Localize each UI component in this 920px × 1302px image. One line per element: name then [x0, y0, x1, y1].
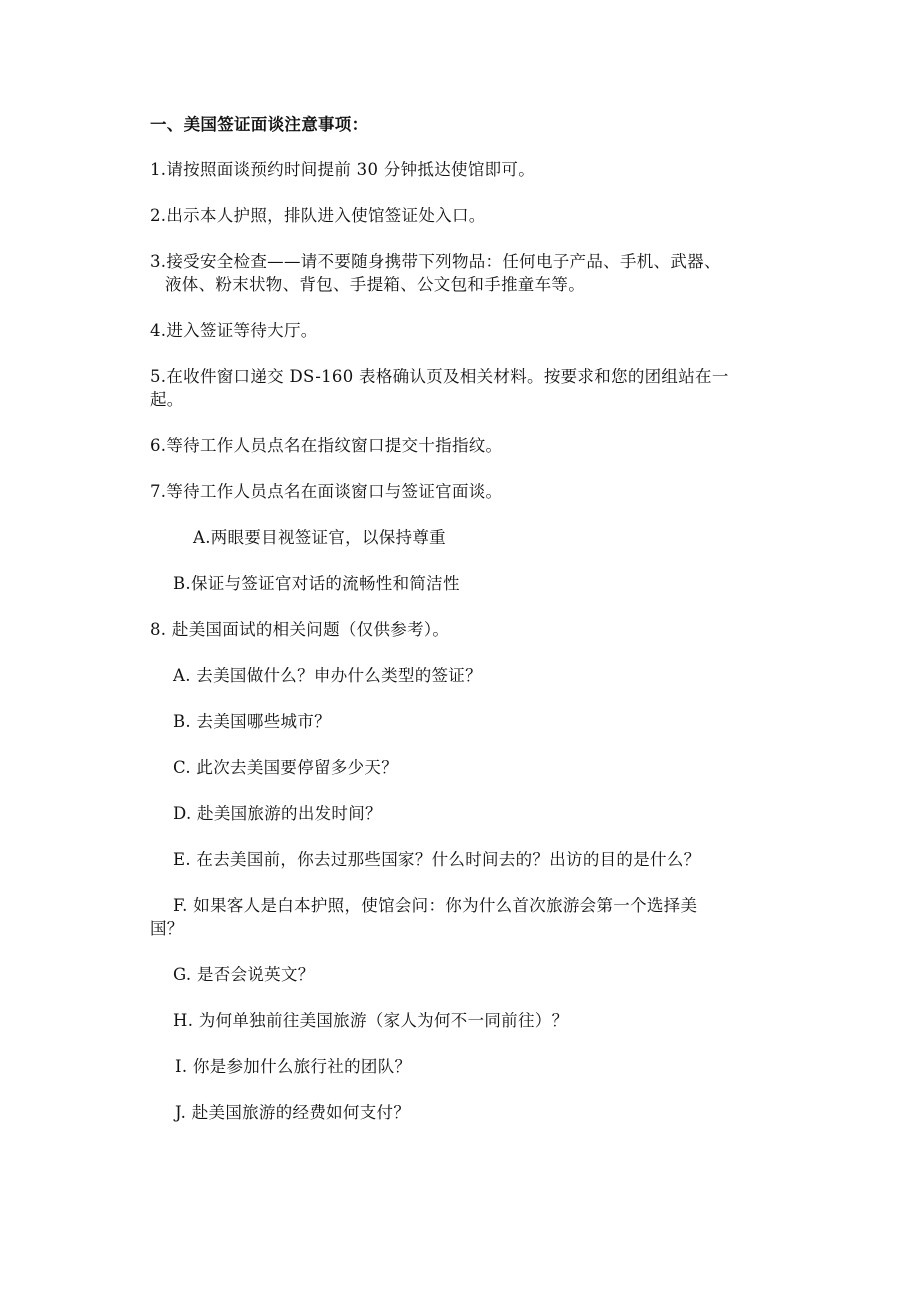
- question-b: B. 去美国哪些城市？: [173, 712, 331, 731]
- question-a: A. 去美国做什么？申办什么类型的签证？: [173, 666, 482, 685]
- question-j: J. 赴美国旅游的经费如何支付？: [175, 1103, 411, 1122]
- step-2: 2.出示本人护照，排队进入使馆签证处入口。: [150, 206, 486, 225]
- step-4: 4.进入签证等待大厅。: [150, 321, 318, 340]
- question-h: H. 为何单独前往美国旅游（家人为何不一同前往）？: [173, 1011, 569, 1030]
- step-6: 6.等待工作人员点名在指纹窗口提交十指指纹。: [150, 436, 503, 455]
- question-g: G. 是否会说英文？: [173, 965, 315, 984]
- question-i: I. 你是参加什么旅行社的团队？: [175, 1057, 412, 1076]
- question-f-line-1: F. 如果客人是白本护照，使馆会问：你为什么首次旅游会第一个选择美: [173, 896, 698, 915]
- step-5-line-2: 起。: [150, 390, 184, 409]
- question-c: C. 此次去美国要停留多少天？: [173, 758, 399, 777]
- question-d: D. 赴美国旅游的出发时间？: [173, 804, 382, 823]
- step-7: 7.等待工作人员点名在面谈窗口与签证官面谈。: [150, 482, 503, 501]
- questions-title: 8. 赴美国面试的相关问题（仅供参考）。: [150, 620, 450, 639]
- question-f-line-2: 国？: [150, 919, 184, 938]
- question-e: E. 在去美国前，你去过那些国家？什么时间去的？出访的目的是什么？: [173, 850, 701, 869]
- tip-a: A.两眼要目视签证官，以保持尊重: [193, 528, 446, 547]
- step-5-line-1: 5.在收件窗口递交 DS-160 表格确认页及相关材料。按要求和您的团组站在一: [150, 367, 729, 386]
- tip-b: B.保证与签证官对话的流畅性和简洁性: [173, 574, 460, 593]
- step-3-line-1: 3.接受安全检查——请不要随身携带下列物品：任何电子产品、手机、武器、: [150, 252, 721, 271]
- step-3-line-2: 液体、粉末状物、背包、手提箱、公文包和手推童车等。: [165, 275, 585, 294]
- section-heading: 一、美国签证面谈注意事项：: [150, 115, 369, 134]
- step-1: 1.请按照面谈预约时间提前 30 分钟抵达使馆即可。: [150, 160, 536, 179]
